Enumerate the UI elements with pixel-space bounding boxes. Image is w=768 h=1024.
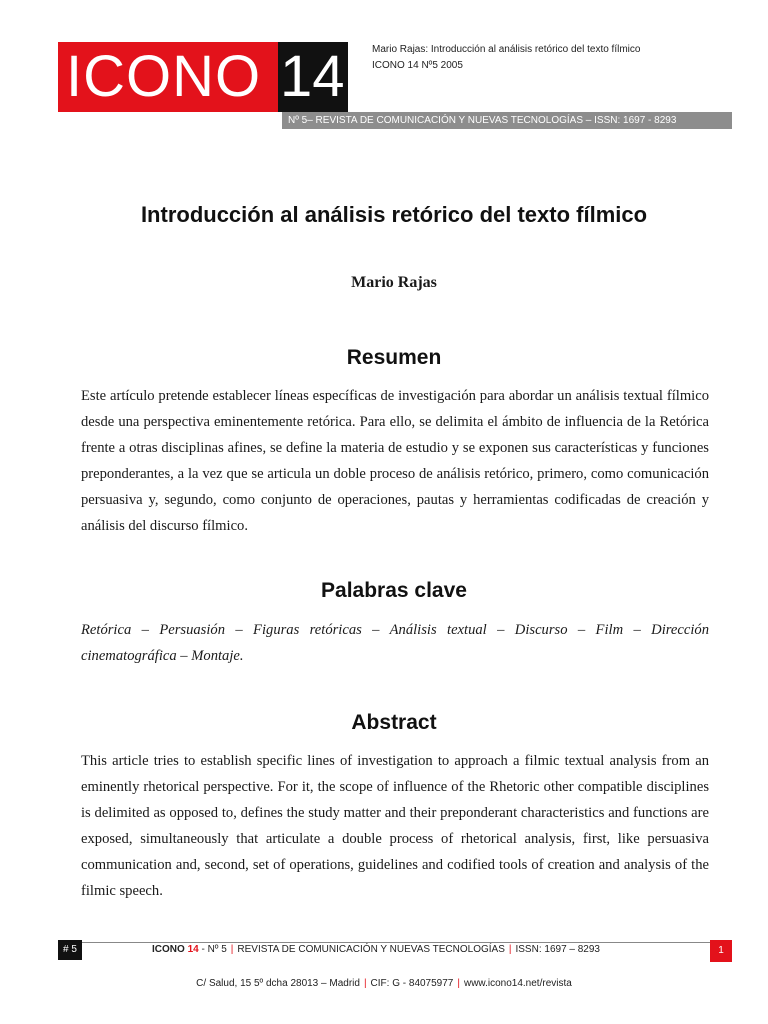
- abstract-text: This article tries to establish specific lines of investigation to approach a filmic textual analysis from an eminently rhetorical perspective. For it, the scope of influence of the Rhetoric other compatible disciplines is delimited as opposed to, defines the study matter and their preponderant characteristics and functions are exposed, simultaneously that articulate a double process of rhetorical analysis, first, like persuasiva communication and, second, set of operations, guidelines and codified tools of creation and analysis of the filmic speech.: [81, 753, 709, 899]
- footer-issue: - Nº 5: [201, 944, 227, 955]
- footer-separator: |: [363, 978, 367, 989]
- footer-url[interactable]: www.icono14.net/revista: [463, 978, 572, 989]
- running-title: Mario Rajas: Introducción al análisis retórico del texto fílmico: [372, 44, 641, 55]
- issue-label: ICONO 14 Nº5 2005: [372, 60, 463, 71]
- footer-brand: ICONO: [152, 944, 185, 955]
- keywords-text: Retórica – Persuasión – Figuras retóricas – Análisis textual – Discurso – Film – Dirección cinematográfica – Montaje.: [81, 622, 709, 664]
- keywords-heading: Palabras clave: [321, 579, 467, 602]
- footer-cif: CIF: G - 84075977: [370, 978, 454, 989]
- footer-journal: REVISTA DE COMUNICACIÓN Y NUEVAS TECNOLOGÍAS: [237, 944, 505, 955]
- footer-address: C/ Salud, 15 5º dcha 28013 – Madrid: [196, 978, 360, 989]
- article-title: Introducción al análisis retórico del texto fílmico: [140, 202, 648, 227]
- page-tag: # 5: [58, 940, 82, 960]
- footer-separator: |: [230, 944, 234, 955]
- abstract-heading: Abstract: [351, 711, 437, 734]
- article-author: Mario Rajas: [351, 274, 437, 291]
- resumen-heading: Resumen: [346, 346, 442, 369]
- footer-journal-line: [152, 944, 600, 955]
- logo-text-14: 14: [280, 44, 345, 109]
- logo-text-icono: ICONO: [66, 44, 262, 109]
- footer-separator: |: [508, 944, 512, 955]
- footer-issn: ISSN: 1697 – 8293: [515, 944, 600, 955]
- footer-separator: |: [457, 978, 460, 989]
- footer-divider: [81, 942, 710, 943]
- journal-banner: Nº 5– REVISTA DE COMUNICACIÓN Y NUEVAS TECNOLOGÍAS – ISSN: 1697 - 8293: [282, 112, 732, 129]
- footer-brand-number: 14: [187, 944, 199, 955]
- footer-address-line: [0, 978, 768, 989]
- resumen-text: Este artículo pretende establecer líneas específicas de investigación para abordar un análisis textual fílmico desde una perspectiva eminentemente retórica. Para ello, se delimita el ámbito de influencia de la Retórica frente a otras disciplinas afines, se define la materia de estudio y se exponen sus características y funciones preponderantes, a la vez que se articula un doble proceso de análisis retórico, primero, como comunicación persuasiva y, segundo, como conjunto de operaciones, pautas y herramientas codificadas de creación y análisis del discurso fílmico.: [81, 388, 709, 534]
- page-number: 1: [710, 940, 732, 962]
